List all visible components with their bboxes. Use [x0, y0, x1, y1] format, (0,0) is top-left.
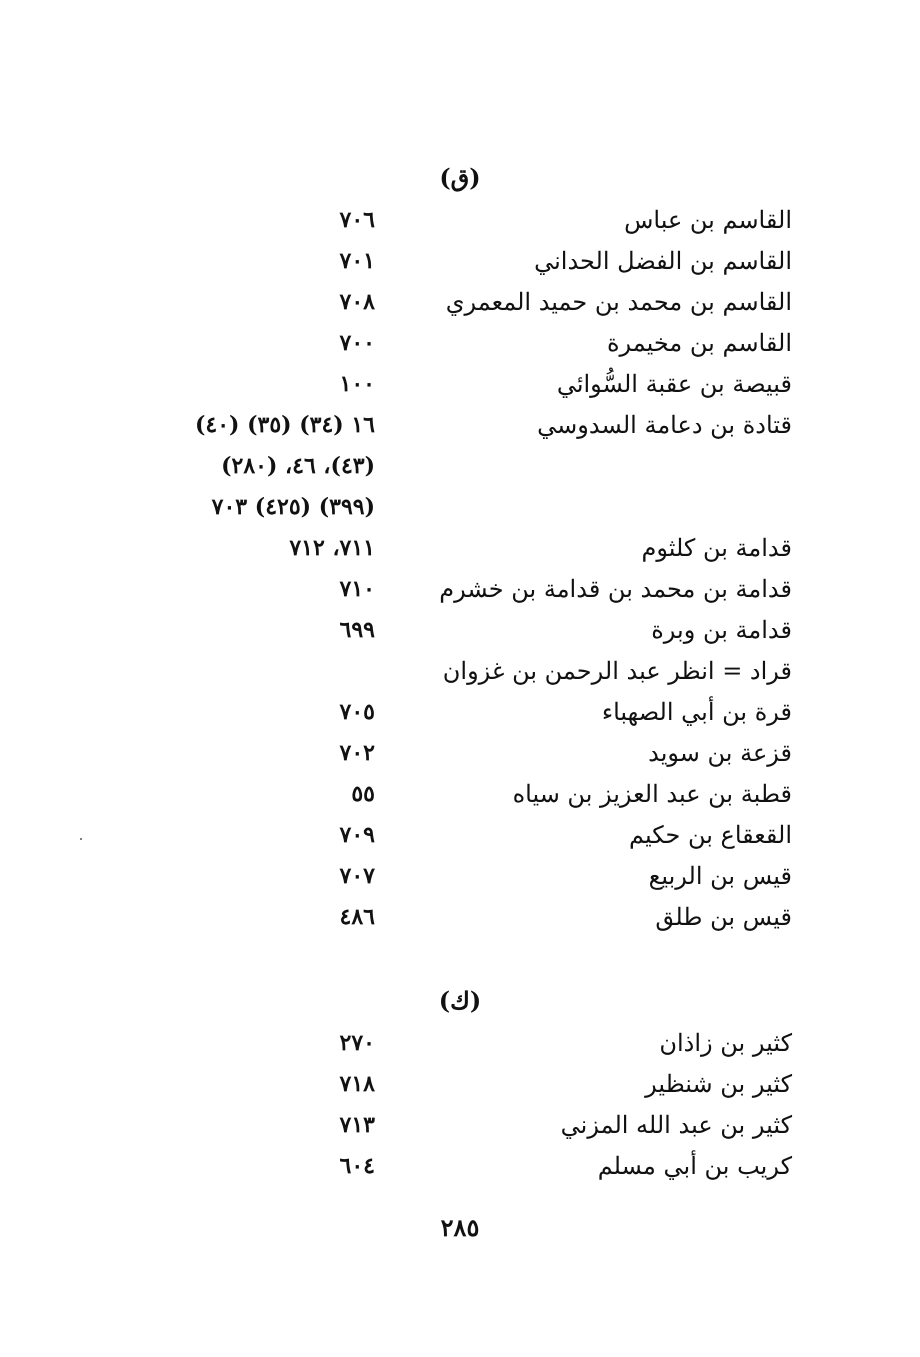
index-entry [0, 859, 920, 900]
entry-name: قتادة بن دعامة السدوسي [537, 411, 792, 439]
entry-page-refs: ٧٠٠ [339, 330, 375, 356]
entry-name: القاسم بن مخيمرة [606, 329, 792, 357]
index-entry [0, 490, 920, 531]
index-entry [0, 572, 920, 613]
entry-page-refs: ٧١٨ [339, 1071, 375, 1097]
index-entry [0, 408, 920, 449]
entry-page-refs: ٧٠٥ [339, 699, 375, 725]
ink-speck [80, 838, 82, 840]
index-entry [0, 1149, 920, 1190]
index-entry [0, 1067, 920, 1108]
index-entry [0, 695, 920, 736]
entry-name: القاسم بن الفضل الحداني [534, 247, 792, 275]
entry-name: قطبة بن عبد العزيز بن سياه [512, 780, 792, 808]
entry-name: قبيصة بن عقبة السُّوائي [556, 370, 792, 398]
index-entry [0, 1026, 920, 1067]
section-heading-kaf: (ك) [438, 986, 482, 1015]
entry-page-refs: ٧١٣ [339, 1112, 375, 1138]
entry-page-refs: ٧٠٨ [339, 289, 375, 315]
index-entry [0, 613, 920, 654]
index-entry [0, 900, 920, 941]
entry-page-refs: ١٦ (٣٤) (٣٥) (٤٠) [194, 412, 375, 438]
index-entry [0, 244, 920, 285]
entry-name: القاسم بن محمد بن حميد المعمري [445, 288, 792, 316]
entry-page-refs: ٦٩٩ [339, 617, 375, 643]
page-number: ٢٨٥ [440, 1213, 480, 1242]
entry-name: قدامة بن كلثوم [641, 534, 792, 562]
entry-page-refs: ٧١١، ٧١٢ [289, 535, 375, 561]
index-entry [0, 285, 920, 326]
index-entry [0, 531, 920, 572]
entry-page-refs: (٤٣)، ٤٦، (٢٨٠) [221, 453, 375, 479]
index-entry [0, 654, 920, 695]
index-entry [0, 367, 920, 408]
entry-name: قراد = انظر عبد الرحمن بن غزوان [442, 657, 792, 685]
entry-page-refs: ٧٠٦ [339, 207, 375, 233]
entry-page-refs: ٧٠٢ [339, 740, 375, 766]
index-entry [0, 203, 920, 244]
entry-name: كثير بن عبد الله المزني [560, 1111, 792, 1139]
entry-page-refs: ٦٠٤ [339, 1153, 375, 1179]
entry-page-refs: ٥٥ [351, 781, 375, 807]
entry-page-refs: ٤٨٦ [339, 904, 375, 930]
index-entry [0, 736, 920, 777]
index-entry [0, 326, 920, 367]
entry-page-refs: ٧١٠ [339, 576, 375, 602]
entry-page-refs: ٧٠٩ [339, 822, 375, 848]
entry-name: قيس بن طلق [655, 903, 792, 931]
entry-page-refs: ١٠٠ [339, 371, 375, 397]
index-entry [0, 449, 920, 490]
entry-page-refs: ٧٠١ [339, 248, 375, 274]
entry-name: كثير بن شنظير [645, 1070, 792, 1098]
section-heading-qaf: (ق) [439, 163, 481, 192]
index-entry [0, 777, 920, 818]
entry-name: كريب بن أبي مسلم [597, 1152, 792, 1180]
entry-name: قدامة بن محمد بن قدامة بن خشرم [439, 575, 792, 603]
entries-list-kaf [0, 1026, 920, 1190]
entry-name: كثير بن زاذان [659, 1029, 792, 1057]
entry-page-refs: ٢٧٠ [339, 1030, 375, 1056]
entry-page-refs: (٣٩٩) (٤٢٥) ٧٠٣ [211, 494, 375, 520]
entry-name: قدامة بن وبرة [651, 616, 792, 644]
index-entry [0, 1108, 920, 1149]
entry-page-refs: ٧٠٧ [339, 863, 375, 889]
entry-name: القعقاع بن حكيم [629, 821, 792, 849]
entry-name: القاسم بن عباس [624, 206, 792, 234]
entry-name: قرة بن أبي الصهباء [601, 698, 792, 726]
entries-list-qaf [0, 203, 920, 941]
index-entry [0, 818, 920, 859]
entry-name: قيس بن الربيع [648, 862, 792, 890]
entry-name: قزعة بن سويد [648, 739, 792, 767]
